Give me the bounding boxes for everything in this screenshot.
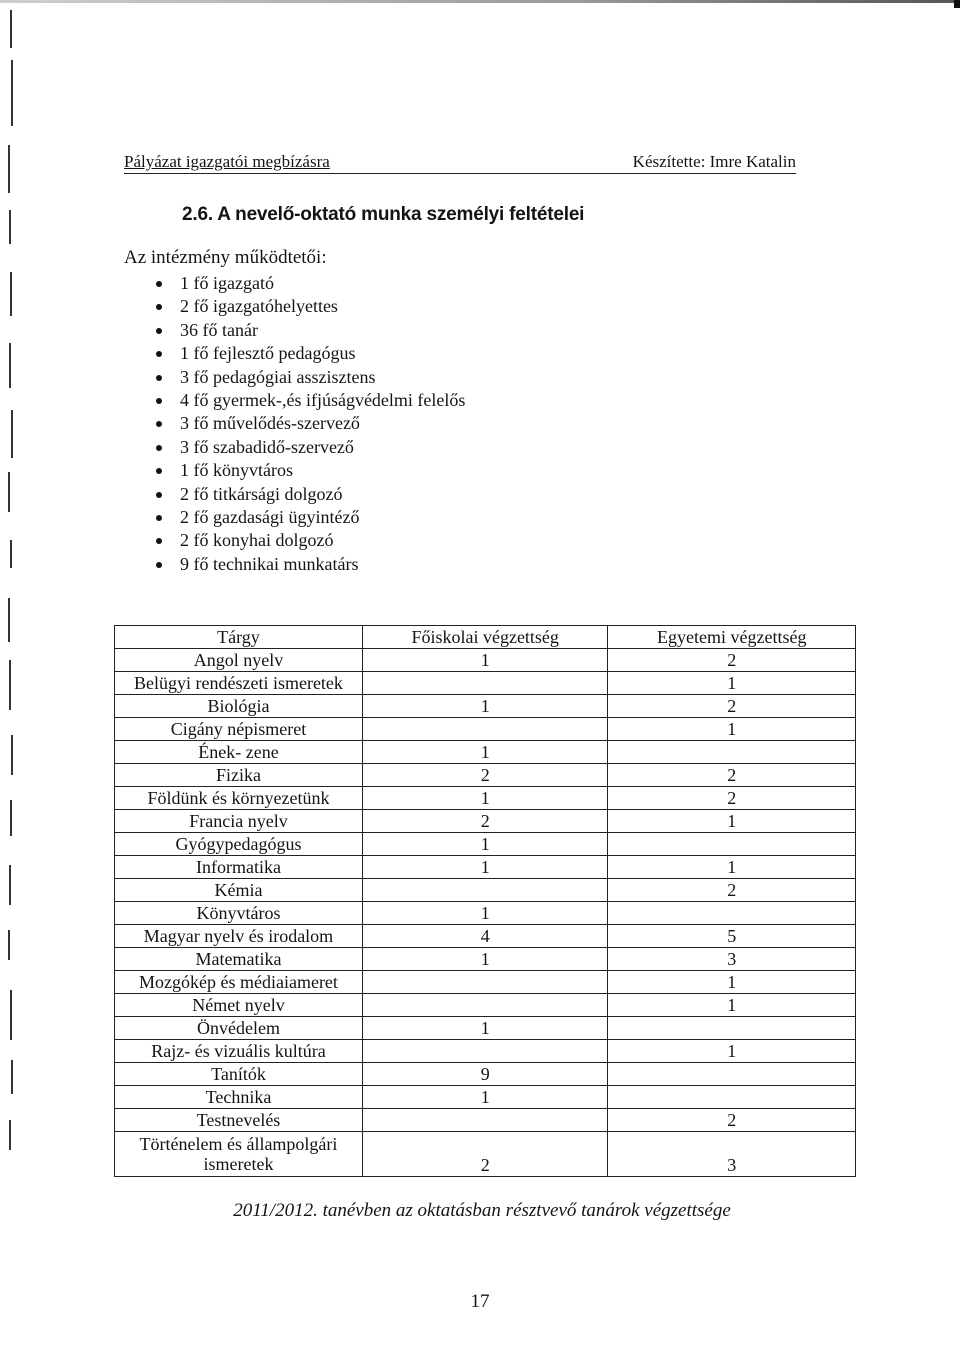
cell-college: 1 <box>362 1017 608 1040</box>
cell-university: 2 <box>608 649 856 672</box>
cell-college: 1 <box>362 948 608 971</box>
bullet-icon <box>156 328 162 334</box>
cell-college <box>362 879 608 902</box>
table-row <box>115 787 856 810</box>
staff-list <box>148 272 465 576</box>
list-item <box>148 319 465 342</box>
bullet-icon <box>156 421 162 427</box>
list-item-text: 1 fő fejlesztő pedagógus <box>180 343 356 364</box>
table-row <box>115 695 856 718</box>
table-row <box>115 1132 856 1177</box>
bullet-icon <box>156 538 162 544</box>
table-row <box>115 925 856 948</box>
table-row <box>115 764 856 787</box>
cell-university: 1 <box>608 994 856 1017</box>
cell-university: 1 <box>608 672 856 695</box>
cell-subject: Önvédelem <box>115 1017 363 1040</box>
cell-college: 1 <box>362 902 608 925</box>
bullet-icon <box>156 375 162 381</box>
cell-subject: Biológia <box>115 695 363 718</box>
cell-college <box>362 1109 608 1132</box>
cell-university: 5 <box>608 925 856 948</box>
list-item <box>148 529 465 552</box>
cell-college <box>362 1040 608 1063</box>
table-row <box>115 948 856 971</box>
scan-left-edge <box>0 0 30 1347</box>
list-item <box>148 389 465 412</box>
cell-college: 2 <box>362 810 608 833</box>
table-row <box>115 833 856 856</box>
scan-top-edge <box>0 0 960 3</box>
cell-subject: Testnevelés <box>115 1109 363 1132</box>
header-title: Pályázat igazgatói megbízásra <box>124 152 330 171</box>
bullet-icon <box>156 281 162 287</box>
list-item <box>148 436 465 459</box>
list-item <box>148 295 465 318</box>
cell-subject: Rajz- és vizuális kultúra <box>115 1040 363 1063</box>
bullet-icon <box>156 468 162 474</box>
cell-subject: Fizika <box>115 764 363 787</box>
cell-university <box>608 741 856 764</box>
table-row <box>115 1040 856 1063</box>
cell-university: 2 <box>608 695 856 718</box>
cell-university: 1 <box>608 856 856 879</box>
list-item <box>148 342 465 365</box>
page-header <box>124 149 796 174</box>
list-item <box>148 483 465 506</box>
list-item-text: 1 fő igazgató <box>180 273 274 293</box>
list-item-text: 1 fő könyvtáros <box>180 460 293 481</box>
cell-subject: Földünk és környezetünk <box>115 787 363 810</box>
table-row <box>115 1063 856 1086</box>
table-row <box>115 672 856 695</box>
cell-university: 1 <box>608 718 856 741</box>
cell-college: 1 <box>362 649 608 672</box>
cell-subject: Történelem és állampolgári ismeretek <box>115 1132 363 1177</box>
cell-subject: Ének- zene <box>115 741 363 764</box>
cell-college: 1 <box>362 1086 608 1109</box>
table-row <box>115 902 856 925</box>
list-item-text: 2 fő titkársági dolgozó <box>180 483 343 504</box>
cell-university <box>608 1086 856 1109</box>
cell-university: 2 <box>608 1109 856 1132</box>
table-row <box>115 879 856 902</box>
bullet-icon <box>156 445 162 451</box>
cell-university: 1 <box>608 810 856 833</box>
list-item-text: 2 fő gazdasági ügyintéző <box>180 506 360 527</box>
cell-college: 1 <box>362 833 608 856</box>
cell-university: 2 <box>608 879 856 902</box>
cell-university: 2 <box>608 764 856 787</box>
cell-college: 2 <box>362 764 608 787</box>
bullet-icon <box>156 351 162 357</box>
cell-subject: Cigány népismeret <box>115 718 363 741</box>
intro-text: Az intézmény működtetői: <box>124 247 327 268</box>
list-item <box>148 553 465 576</box>
table-row <box>115 718 856 741</box>
list-item <box>148 506 465 529</box>
cell-college: 1 <box>362 741 608 764</box>
cell-subject: Technika <box>115 1086 363 1109</box>
cell-subject: Gyógypedagógus <box>115 833 363 856</box>
list-item-text: 3 fő művelődés-szervező <box>180 413 360 434</box>
cell-university <box>608 833 856 856</box>
cell-college <box>362 672 608 695</box>
cell-college: 1 <box>362 787 608 810</box>
table-row <box>115 971 856 994</box>
list-item-text: 3 fő pedagógiai asszisztens <box>180 366 376 387</box>
list-item-text: 3 fő szabadidő-szervező <box>180 436 354 457</box>
list-item-text: 9 fő technikai munkatárs <box>180 553 359 574</box>
cell-subject: Informatika <box>115 856 363 879</box>
bullet-icon <box>156 515 162 521</box>
cell-university <box>608 902 856 925</box>
list-item-text: 2 fő igazgatóhelyettes <box>180 296 338 317</box>
table-row <box>115 856 856 879</box>
column-header-subject: Tárgy <box>115 626 363 649</box>
cell-subject: Könyvtáros <box>115 902 363 925</box>
table-row <box>115 649 856 672</box>
table-row <box>115 994 856 1017</box>
bullet-icon <box>156 562 162 568</box>
cell-subject: Angol nyelv <box>115 649 363 672</box>
list-item-text: 2 fő konyhai dolgozó <box>180 530 334 551</box>
list-item <box>148 412 465 435</box>
cell-university: 1 <box>608 971 856 994</box>
cell-university: 3 <box>608 948 856 971</box>
cell-subject: Belügyi rendészeti ismeretek <box>115 672 363 695</box>
table-row <box>115 1109 856 1132</box>
cell-college <box>362 718 608 741</box>
caption-text: 2011/2012. tanévben az oktatásban résztvevő tanárok végzettsége <box>233 1200 731 1221</box>
cell-university: 2 <box>608 787 856 810</box>
cell-university: 3 <box>608 1132 856 1177</box>
cell-college: 1 <box>362 695 608 718</box>
cell-university: 1 <box>608 1040 856 1063</box>
header-author: Készítette: Imre Katalin <box>632 152 796 171</box>
cell-college: 1 <box>362 856 608 879</box>
cell-university <box>608 1017 856 1040</box>
table-row <box>115 741 856 764</box>
cell-college: 9 <box>362 1063 608 1086</box>
column-header-college: Főiskolai végzettség <box>362 626 608 649</box>
list-item <box>148 272 465 295</box>
column-header-university: Egyetemi végzettség <box>608 626 856 649</box>
cell-subject: Magyar nyelv és irodalom <box>115 925 363 948</box>
table-row <box>115 1017 856 1040</box>
scan-corner-mark <box>954 0 960 8</box>
cell-college <box>362 994 608 1017</box>
cell-college: 4 <box>362 925 608 948</box>
section-title: 2.6. A nevelő-oktató munka személyi feltételei <box>182 204 585 225</box>
table-caption <box>0 1200 960 1222</box>
table-row <box>115 810 856 833</box>
table-row <box>115 1086 856 1109</box>
cell-subject: Francia nyelv <box>115 810 363 833</box>
cell-university <box>608 1063 856 1086</box>
list-item-text: 4 fő gyermek-,és ifjúságvédelmi felelős <box>180 389 466 410</box>
list-item <box>148 366 465 389</box>
table-header-row <box>115 626 856 649</box>
cell-subject: Tanítók <box>115 1063 363 1086</box>
page-number: 17 <box>470 1291 490 1312</box>
list-item <box>148 459 465 482</box>
bullet-icon <box>156 492 162 498</box>
bullet-icon <box>156 304 162 310</box>
cell-subject: Matematika <box>115 948 363 971</box>
cell-college <box>362 971 608 994</box>
cell-subject: Kémia <box>115 879 363 902</box>
list-item-text: 36 fő tanár <box>180 319 258 340</box>
cell-college: 2 <box>362 1132 608 1177</box>
cell-subject: Mozgókép és médiaiameret <box>115 971 363 994</box>
qualification-table <box>114 625 856 1177</box>
bullet-icon <box>156 398 162 404</box>
cell-subject: Német nyelv <box>115 994 363 1017</box>
